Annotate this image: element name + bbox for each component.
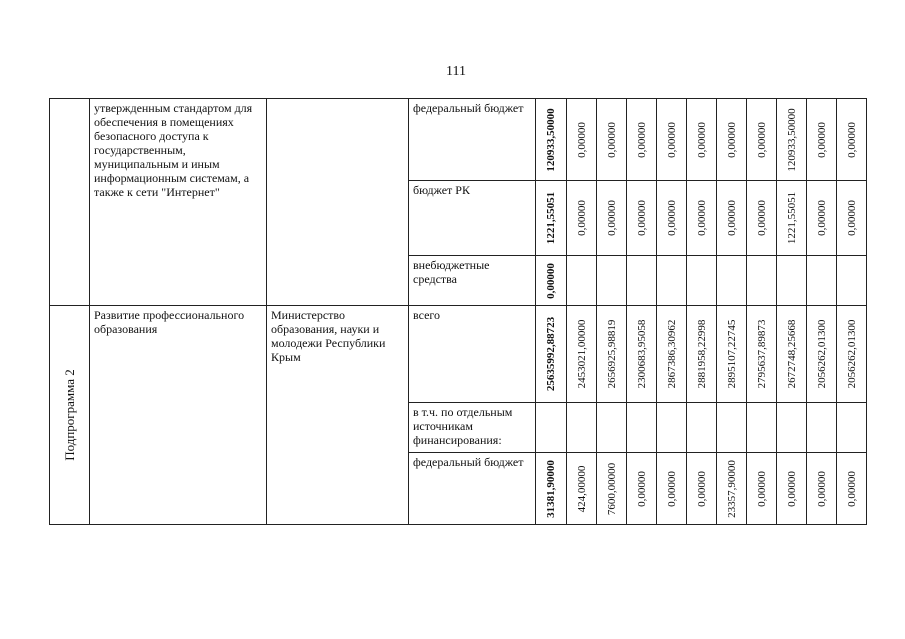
total-value: 120933,50000: [545, 107, 557, 172]
subprogram-name: Развитие профессионального образования: [90, 306, 267, 525]
year-value: 2656925,98819: [605, 319, 618, 389]
year-cell: [657, 99, 687, 181]
year-value: 120933,50000: [785, 107, 798, 172]
year-value: 0,00000: [695, 121, 708, 158]
year-cell: [657, 306, 687, 403]
year-cell: [837, 181, 867, 256]
total-cell: [536, 306, 567, 403]
year-value: 0,00000: [725, 121, 738, 158]
year-value: 0,00000: [695, 200, 708, 236]
empty-label-cell: [50, 99, 90, 306]
year-cell: [717, 99, 747, 181]
year-cell: [627, 403, 657, 453]
year-value: 23357,90000: [725, 459, 738, 518]
year-cell: [567, 306, 597, 403]
funding-source: внебюджетные средства: [409, 256, 536, 306]
year-value: 2672748,25668: [785, 319, 798, 389]
subprogram-label: Подпрограмма 2: [61, 369, 77, 461]
year-cell: [717, 256, 747, 306]
year-cell: [657, 256, 687, 306]
year-value: 0,00000: [635, 121, 648, 158]
year-value: 2895107,22745: [725, 319, 738, 389]
year-value: 1221,55051: [785, 191, 798, 245]
year-cell: [627, 306, 657, 403]
year-cell: [687, 403, 717, 453]
year-cell: [687, 306, 717, 403]
year-cell: [597, 181, 627, 256]
year-cell: [597, 453, 627, 525]
year-value: 0,00000: [635, 470, 648, 507]
executor-name: Министерство образования, науки и молодежи Республики Крым: [267, 306, 409, 525]
year-cell: [627, 99, 657, 181]
table-body: [50, 99, 867, 525]
total-cell: [536, 99, 567, 181]
table-row: [50, 306, 867, 403]
year-cell: [687, 256, 717, 306]
year-cell: [687, 453, 717, 525]
total-cell: [536, 181, 567, 256]
total-value: 0,00000: [545, 262, 557, 299]
year-cell: [597, 306, 627, 403]
year-value: 0,00000: [635, 200, 648, 236]
year-value: 2300683,95058: [635, 319, 648, 389]
funding-source: федеральный бюджет: [409, 99, 536, 181]
year-cell: [747, 181, 777, 256]
year-cell: [777, 181, 807, 256]
year-cell: [777, 256, 807, 306]
year-cell: [567, 403, 597, 453]
year-value: 0,00000: [575, 200, 588, 236]
year-value: 0,00000: [845, 121, 858, 158]
year-value: 0,00000: [575, 121, 588, 158]
year-cell: [567, 256, 597, 306]
year-cell: [597, 99, 627, 181]
funding-source: в т.ч. по отдельным источникам финансирования:: [409, 403, 536, 453]
year-value: 0,00000: [755, 121, 768, 158]
year-cell: [657, 181, 687, 256]
year-cell: [837, 403, 867, 453]
year-cell: [807, 306, 837, 403]
year-value: 2795637,89873: [755, 319, 768, 389]
year-cell: [807, 256, 837, 306]
year-cell: [837, 306, 867, 403]
year-cell: [747, 256, 777, 306]
total-cell: [536, 453, 567, 525]
total-value: 31381,90000: [545, 459, 557, 518]
year-value: 0,00000: [845, 200, 858, 236]
year-cell: [567, 99, 597, 181]
year-cell: [777, 403, 807, 453]
subprogram-label-cell: [50, 306, 90, 525]
year-value: 0,00000: [845, 470, 858, 507]
funding-source: федеральный бюджет: [409, 453, 536, 525]
funding-source: всего: [409, 306, 536, 403]
year-value: 0,00000: [665, 121, 678, 158]
year-cell: [837, 256, 867, 306]
year-cell: [747, 453, 777, 525]
year-cell: [717, 453, 747, 525]
year-cell: [837, 453, 867, 525]
year-value: 2056262,01300: [845, 319, 858, 389]
year-cell: [627, 256, 657, 306]
year-value: 0,00000: [815, 200, 828, 236]
year-cell: [747, 306, 777, 403]
year-cell: [777, 306, 807, 403]
year-cell: [687, 99, 717, 181]
year-value: 2881958,22998: [695, 319, 708, 389]
executor-cell: [267, 99, 409, 306]
year-cell: [567, 181, 597, 256]
year-value: 0,00000: [755, 200, 768, 236]
year-cell: [807, 99, 837, 181]
table-row: [50, 99, 867, 181]
total-cell: [536, 256, 567, 306]
budget-table: [49, 98, 867, 525]
year-cell: [747, 99, 777, 181]
year-value: 2056262,01300: [815, 319, 828, 389]
year-cell: [717, 403, 747, 453]
year-value: 0,00000: [725, 200, 738, 236]
year-cell: [567, 453, 597, 525]
total-cell: [536, 403, 567, 453]
year-cell: [717, 306, 747, 403]
year-value: 0,00000: [755, 470, 768, 507]
year-cell: [687, 181, 717, 256]
total-value: 1221,55051: [545, 191, 557, 245]
total-value: 25635992,88723: [545, 316, 557, 392]
year-value: 0,00000: [695, 470, 708, 507]
year-cell: [597, 403, 627, 453]
measure-description: утвержденным стандартом для обеспечения в помещениях безопасного доступа к государственным, муниципальным и иным информационным системам, а также к сети "Интернет": [90, 99, 267, 306]
year-value: 0,00000: [815, 470, 828, 507]
year-value: 0,00000: [815, 121, 828, 158]
year-cell: [747, 403, 777, 453]
year-cell: [807, 181, 837, 256]
year-value: 2867386,30962: [665, 319, 678, 389]
year-cell: [627, 181, 657, 256]
year-cell: [657, 453, 687, 525]
year-cell: [657, 403, 687, 453]
year-value: 0,00000: [605, 121, 618, 158]
year-value: 2453021,00000: [575, 319, 588, 389]
page-number: 111: [446, 64, 466, 79]
year-value: 424,00000: [575, 465, 588, 512]
year-cell: [717, 181, 747, 256]
year-cell: [807, 403, 837, 453]
year-value: 0,00000: [785, 470, 798, 507]
funding-source: бюджет РК: [409, 181, 536, 256]
year-cell: [807, 453, 837, 525]
year-value: 0,00000: [605, 200, 618, 236]
year-cell: [837, 99, 867, 181]
year-value: 0,00000: [665, 470, 678, 507]
year-cell: [777, 453, 807, 525]
year-value: 0,00000: [665, 200, 678, 236]
year-cell: [597, 256, 627, 306]
year-cell: [777, 99, 807, 181]
year-cell: [627, 453, 657, 525]
year-value: 7600,00000: [605, 462, 618, 515]
